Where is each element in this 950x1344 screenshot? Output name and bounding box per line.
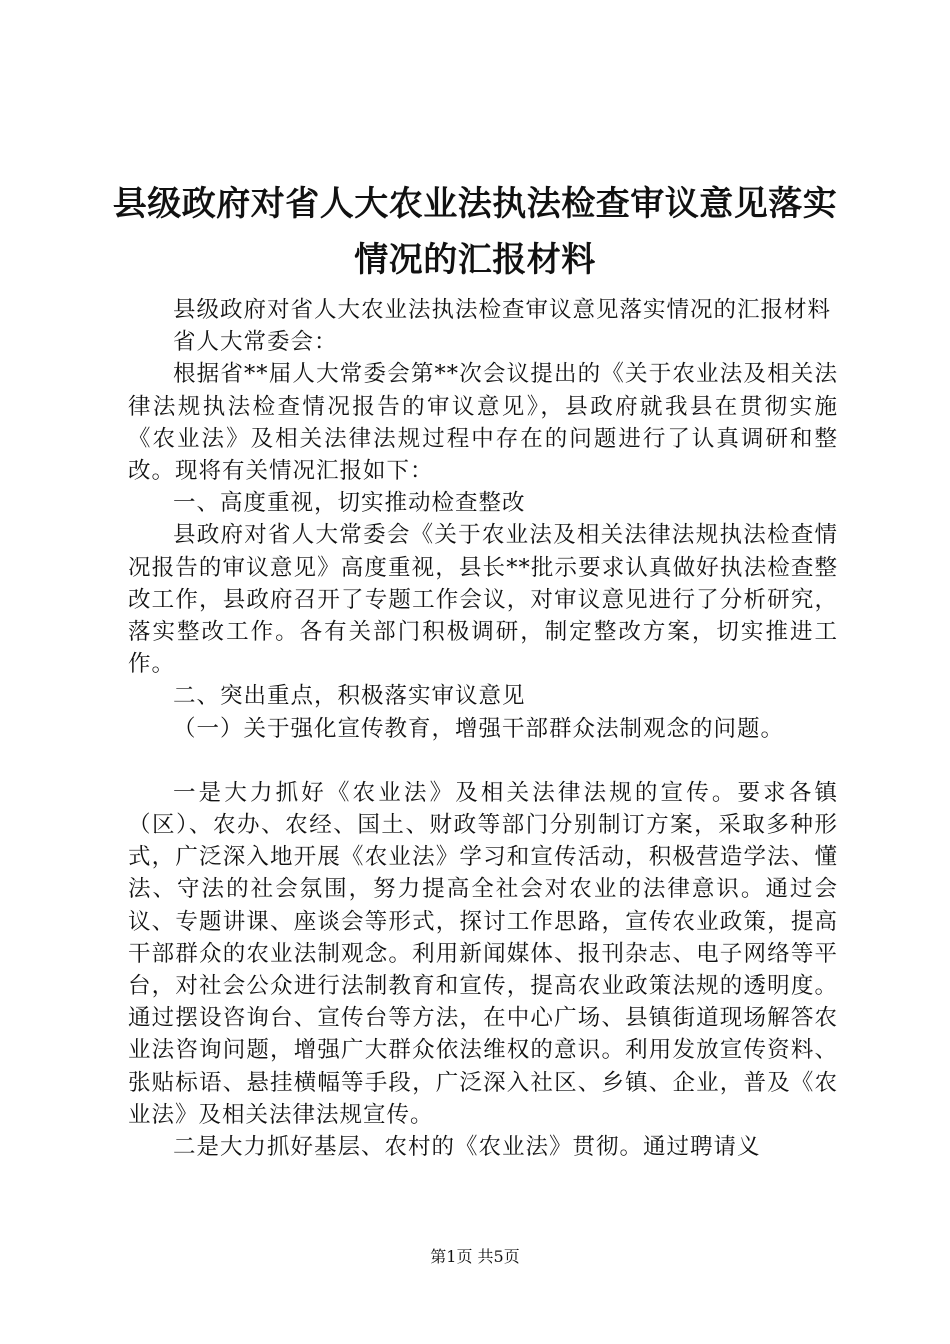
paragraph-point-1: 一是大力抓好《农业法》及相关法律法规的宣传。要求各镇（区）、农办、农经、国土、财政等部门分别制订方案，采取多种形式，广泛深入地开展《农业法》学习和宣传活动，积极营造学法、懂法、守法的社会氛围，努力提高全社会对农业的法律意识。通过会议、专题讲课、座谈会等形式，探讨工作思路，宣传农业政策，提高干部群众的农业法制观念。利用新闻媒体、报刊杂志、电子网络等平台，对社会公众进行法制教育和宣传，提高农业政策法规的透明度。通过摆设咨询台、宣传台等方法，在中心广场、县镇街道现场解答农业法咨询问题，增强广大群众依法维权的意识。利用发放宣传资料、张贴标语、悬挂横幅等手段，广泛深入社区、乡镇、企业，普及《农业法》及相关法律法规宣传。: [128, 779, 838, 1128]
paragraph-salutation: 省人大常委会：: [173, 329, 338, 356]
paragraph-intro: 根据省**届人大常委会第**次会议提出的《关于农业法及相关法律法规执法检查情况报告的审议意见》，县政府就我县在贯彻实施《农业法》及相关法律法规过程中存在的问题进行了认真调研和整改。现将有关情况汇报如下：: [128, 361, 838, 485]
document-title: 县级政府对省人大农业法执法检查审议意见落实情况的汇报材料: [112, 184, 838, 280]
section-heading-1: 一、高度重视，切实推动检查整改: [173, 490, 526, 517]
paragraph-title-repeat: 县级政府对省人大农业法执法检查审议意见落实情况的汇报材料: [173, 297, 832, 323]
document-body: [128, 294, 838, 1163]
section-heading-2: 二、突出重点，积极落实审议意见: [173, 683, 526, 710]
page-number: 第1页 共5页: [430, 1247, 520, 1266]
paragraph-point-2: 二是大力抓好基层、农村的《农业法》贯彻。通过聘请义: [173, 1134, 761, 1161]
paragraph-section-1: 县政府对省人大常委会《关于农业法及相关法律法规执法检查情况报告的审议意见》高度重视，县长**批示要求认真做好执法检查整改工作，县政府召开了专题工作会议，对审议意见进行了分析研究，落实整改工作。各有关部门积极调研，制定整改方案，切实推进工作。: [128, 522, 838, 678]
subsection-heading-1: （一）关于强化宣传教育，增强干部群众法制观念的问题。: [173, 715, 785, 742]
